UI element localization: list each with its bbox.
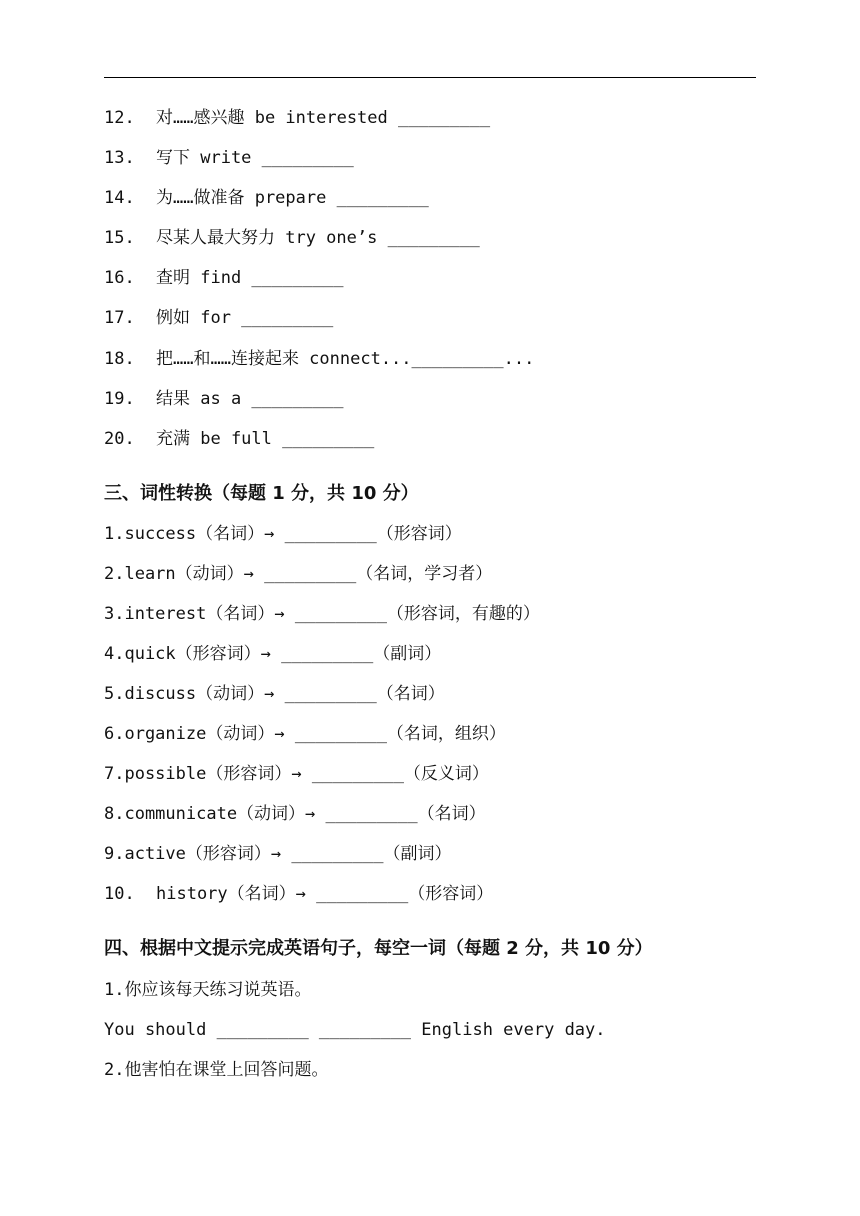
list-item: 13. 写下 write _________: [104, 148, 354, 168]
list-item: 2.learn（动词）→ _________（名词，学习者）: [104, 564, 493, 584]
list-item: 4.quick（形容词）→ _________（副词）: [104, 644, 442, 664]
list-item: 16. 查明 find _________: [104, 268, 344, 288]
question-sentence: You should _________ _________ English every day.: [104, 1020, 606, 1040]
list-item: 12. 对……感兴趣 be interested _________: [104, 108, 491, 128]
list-item: 18. 把……和……连接起来 connect..._________...: [104, 349, 535, 369]
section-heading: 三、词性转换（每题 1 分，共 10 分）: [104, 483, 419, 504]
list-item: 6.organize（动词）→ _________（名词，组织）: [104, 724, 506, 744]
list-item: 9.active（形容词）→ _________（副词）: [104, 844, 452, 864]
list-item: 3.interest（名词）→ _________（形容词，有趣的）: [104, 604, 540, 624]
list-item: 1.success（名词）→ _________（形容词）: [104, 524, 462, 544]
list-item: 7.possible（形容词）→ _________（反义词）: [104, 764, 489, 784]
list-item: 5.discuss（动词）→ _________（名词）: [104, 684, 445, 704]
list-item: 14. 为……做准备 prepare _________: [104, 188, 429, 208]
list-item: 15. 尽某人最大努力 try one’s _________: [104, 228, 480, 248]
list-item: 8.communicate（动词）→ _________（名词）: [104, 804, 486, 824]
section-heading: 四、根据中文提示完成英语句子，每空一词（每题 2 分，共 10 分）: [104, 938, 653, 959]
list-item: 10. history（名词）→ _________（形容词）: [104, 884, 494, 904]
question-prompt: 1.你应该每天练习说英语。: [104, 980, 312, 1000]
list-item: 17. 例如 for _________: [104, 308, 334, 328]
header-rule: [104, 77, 756, 78]
question-prompt: 2.他害怕在课堂上回答问题。: [104, 1060, 329, 1080]
list-item: 19. 结果 as a _________: [104, 389, 344, 409]
list-item: 20. 充满 be full _________: [104, 429, 375, 449]
